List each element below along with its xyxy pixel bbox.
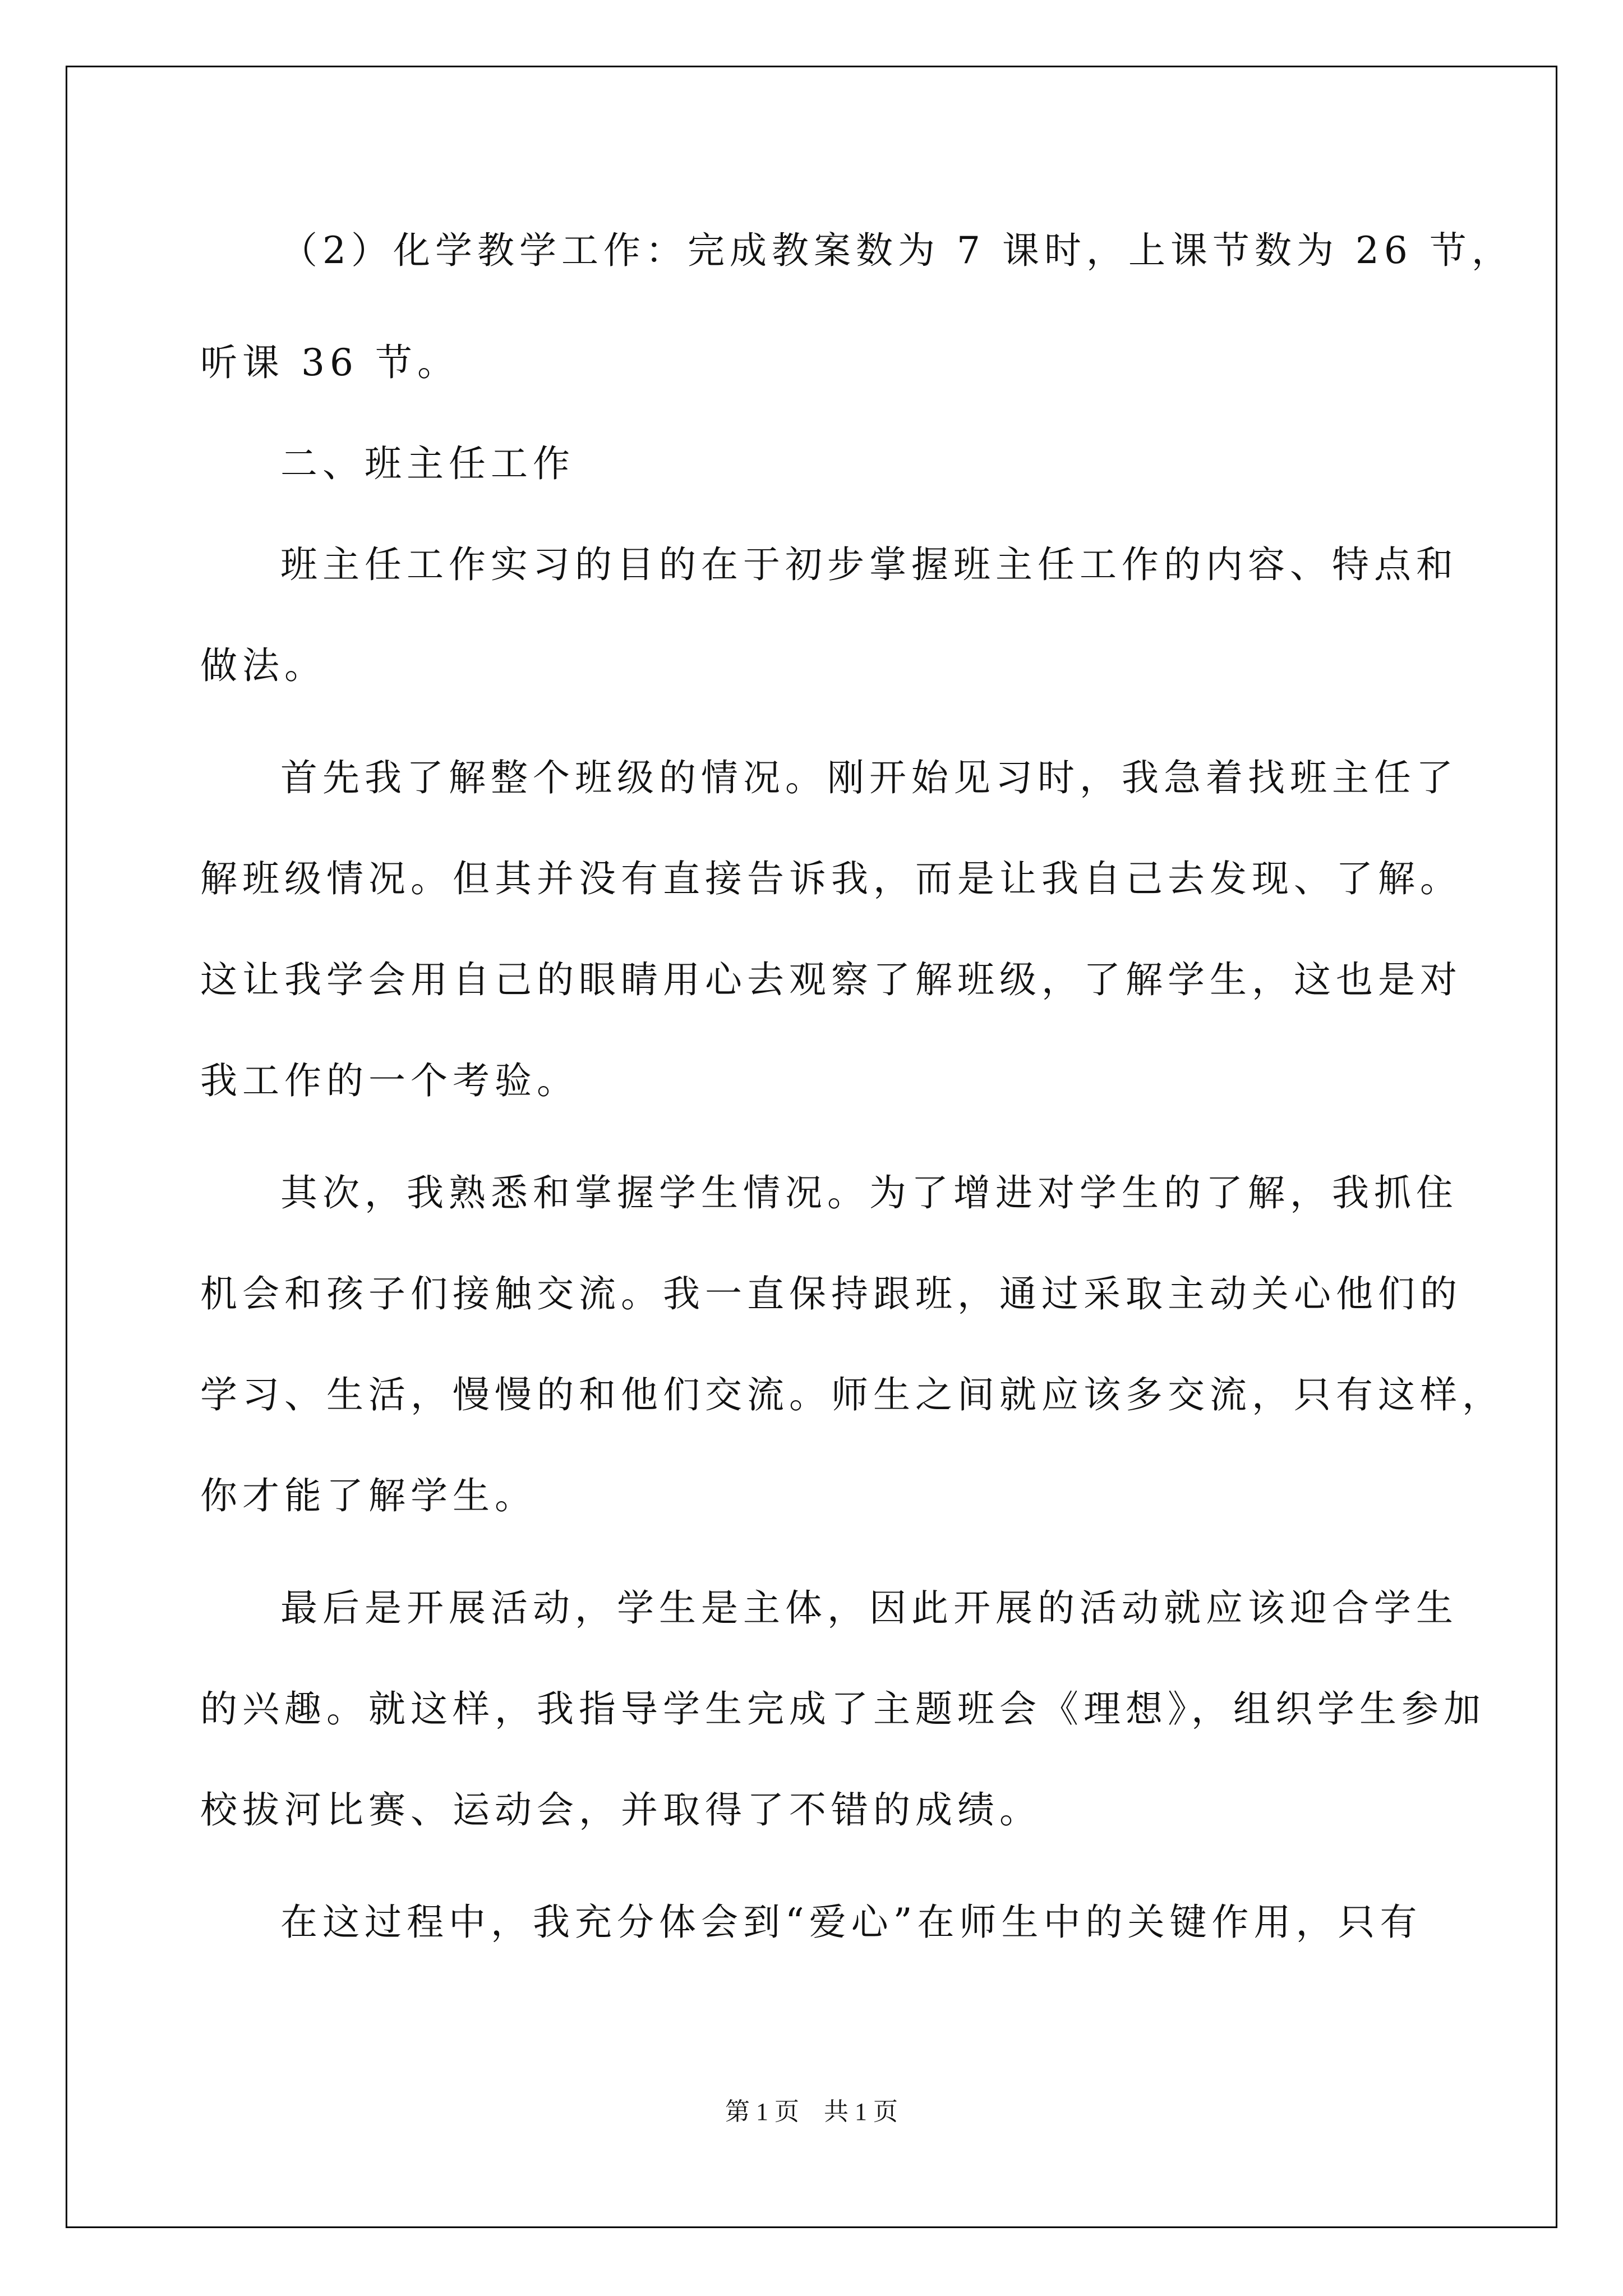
paragraph-line: 首先我了解整个班级的情况。刚开始见习时，我急着找班主任了	[280, 756, 1458, 799]
paragraph-line: 其次，我熟悉和掌握学生情况。为了增进对学生的了解，我抓住	[280, 1171, 1458, 1214]
paragraph-line: （2）化学教学工作：完成教案数为 7 课时，上课节数为 26 节，	[280, 229, 1514, 272]
paragraph-line: 这让我学会用自己的眼睛用心去观察了解班级，了解学生，这也是对	[200, 958, 1462, 1001]
paragraph-line: 的兴趣。就这样，我指导学生完成了主题班会《理想》，组织学生参加	[200, 1687, 1486, 1731]
paragraph-line: 班主任工作实习的目的在于初步掌握班主任工作的内容、特点和	[280, 543, 1458, 586]
paragraph-line: 我工作的一个考验。	[200, 1059, 579, 1102]
paragraph-line: 学习、生活，慢慢的和他们交流。师生之间就应该多交流，只有这样，	[200, 1373, 1504, 1416]
paragraph-line: 做法。	[200, 644, 326, 687]
paragraph-line: 听课 36 节。	[200, 341, 459, 384]
paragraph-line: 机会和孩子们接触交流。我一直保持跟班，通过采取主动关心他们的	[200, 1272, 1462, 1315]
paragraph-line: 你才能了解学生。	[200, 1474, 537, 1517]
section-heading: 二、班主任工作	[280, 442, 575, 485]
paragraph-line: 在这过程中，我充分体会到“爱心”在师生中的关键作用，只有	[280, 1901, 1422, 1944]
page-footer: 第 1 页 共 1 页	[725, 2098, 898, 2125]
paragraph-line: 最后是开展活动，学生是主体，因此开展的活动就应该迎合学生	[280, 1586, 1458, 1630]
paragraph-line: 解班级情况。但其并没有直接告诉我，而是让我自己去发现、了解。	[200, 857, 1462, 900]
paragraph-line: 校拔河比赛、运动会，并取得了不错的成绩。	[200, 1788, 1041, 1832]
